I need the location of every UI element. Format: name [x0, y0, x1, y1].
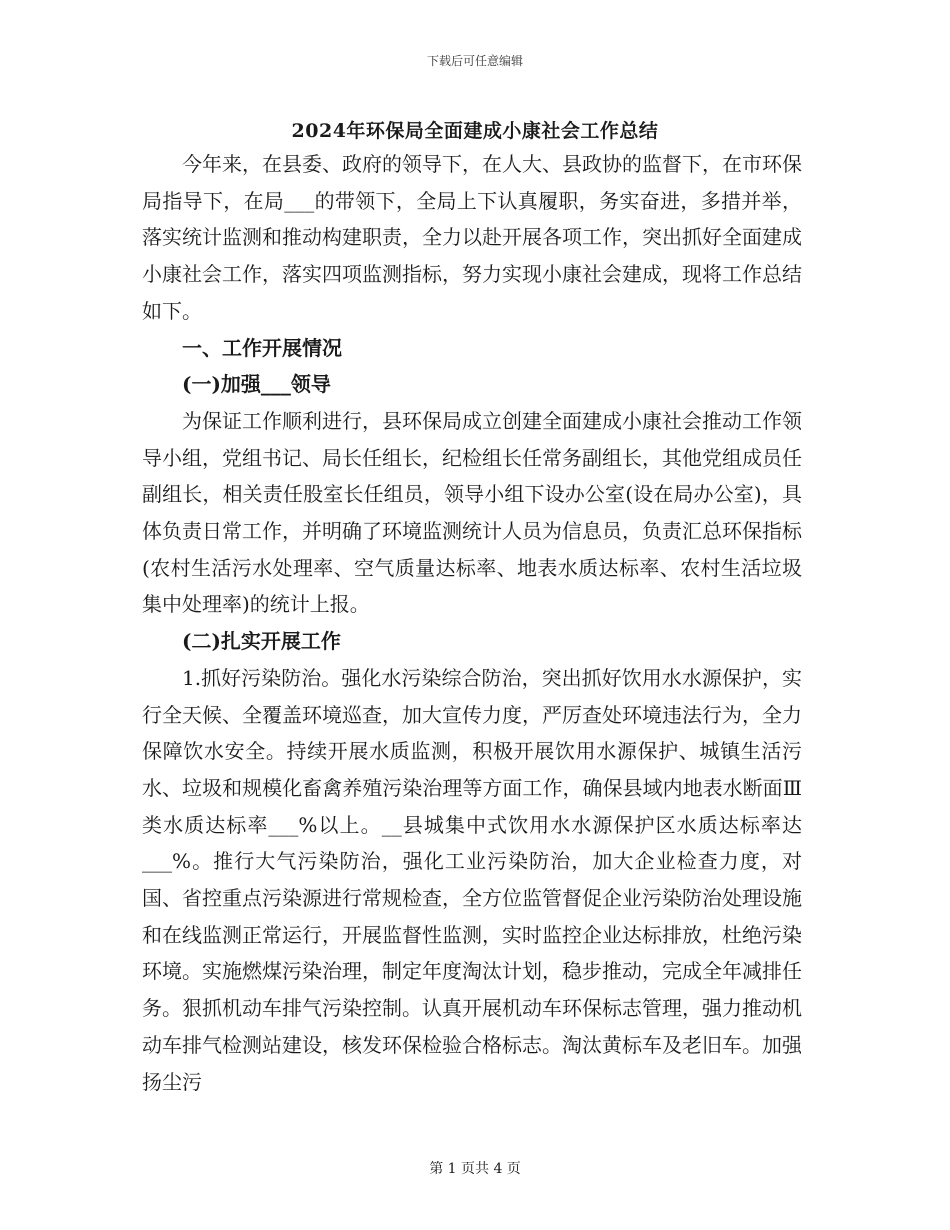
header-note: 下载后可任意编辑 — [426, 54, 523, 68]
subsection-heading: (二)扎实开展工作 — [182, 629, 341, 654]
document-title: 2024年环保局全面建成小康社会工作总结 — [291, 120, 659, 142]
body-paragraph: 为保证工作顺利进行，县环保局成立创建全面建成小康社会推动工作领导小组，党组书记、局长任组长，纪检组长任常务副组长，其他党组成员任副组长，相关责任股室长任组员，领导小组下设办公室(设在局办公室)，具体负责日常工作，并明确了环境监测统计人员为信息员，负责汇总环保指标(农村生活污水处理率、空气质量达标率、地表水质达标率、农村生活垃圾集中处理率)的统计上报。 — [142, 408, 802, 617]
intro-paragraph: 今年来，在县委、政府的领导下，在人大、县政协的监督下，在市环保局指导下，在局___的带领下，全局上下认真履职，务实奋进，多措并举，落实统计监测和推动构建职责，全力以赴开展各项工作，突出抓好全面建成小康社会工作，落实四项监测指标，努力实现小康社会建成，现将工作总结如下。 — [142, 152, 802, 323]
section-heading: 一、工作开展情况 — [182, 335, 342, 360]
body-paragraph: 1.抓好污染防治。强化水污染综合防治，突出抓好饮用水水源保护，实行全天候、全覆盖环境巡查，加大宣传力度，严厉查处环境违法行为，全力保障饮水安全。持续开展水质监测，积极开展饮用水源保护、城镇生活污水、垃圾和规模化畜禽养殖污染治理等方面工作，确保县域内地表水断面Ⅲ类水质达标率___%以上。__县城集中式饮用水水源保护区水质达标率达___%。推行大气污染防治，强化工业污染防治，加大企业检查力度，对国、省控重点污染源进行常规检查，全方位监管督促企业污染防治处理设施和在线监测正常运行，开展监督性监测，实时监控企业达标排放，杜绝污染环境。实施燃煤污染治理，制定年度淘汰计划，稳步推动，完成全年减排任务。狠抓机动车排气污染控制。认真开展机动车环保标志管理，强力推动机动车排气检测站建设，核发环保检验合格标志。淘汰黄标车及老旧车。加强扬尘污 — [142, 665, 802, 1094]
page-number: 第 1 页共 4 页 — [429, 1161, 521, 1177]
subsection-heading: (一)加强___领导 — [182, 372, 331, 397]
document-body — [142, 146, 802, 1100]
